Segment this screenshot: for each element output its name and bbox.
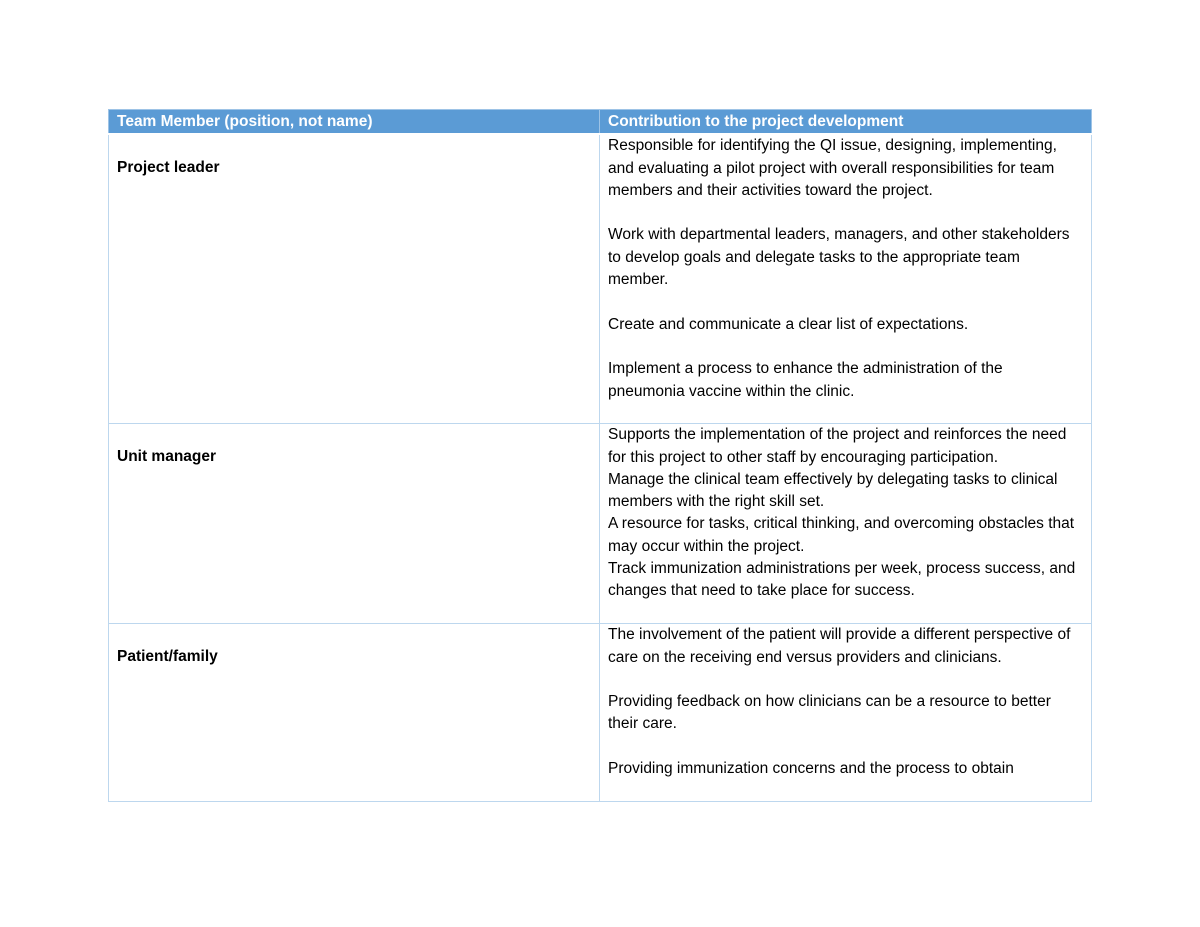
member-project-leader: Project leader: [117, 159, 220, 177]
contribution-cell: [600, 424, 1092, 624]
team-contribution-table: [108, 109, 1092, 802]
contribution-cell: [600, 134, 1092, 424]
contribution-paragraph: Supports the implementation of the project and reinforces the need for this project to other staff by encouraging participation.: [608, 426, 1067, 466]
contribution-paragraph: The involvement of the patient will provide a different perspective of care on the receiving end versus providers and clinicians.: [608, 626, 1071, 666]
table-row: [109, 424, 1092, 624]
contribution-paragraph: Responsible for identifying the QI issue, designing, implementing, and evaluating a pilot project with overall responsibilities for team members and their activities toward the project.: [608, 137, 1057, 199]
header-team-member: Team Member (position, not name): [109, 110, 600, 135]
member-unit-manager: Unit manager: [117, 448, 217, 466]
contribution-paragraph: Providing immunization concerns and the process to obtain: [608, 760, 1014, 778]
contribution-paragraph: Track immunization administrations per week, process success, and changes that need to take place for success.: [608, 560, 1076, 600]
member-cell: [109, 134, 600, 424]
header-contribution: Contribution to the project development: [600, 110, 1092, 135]
member-patient-family: Patient/family: [117, 648, 218, 666]
contribution-paragraph: Providing feedback on how clinicians can be a resource to better their care.: [608, 693, 1051, 733]
contribution-paragraph: A resource for tasks, critical thinking, and overcoming obstacles that may occur within the project.: [608, 515, 1075, 555]
contribution-cell: [600, 624, 1092, 802]
member-cell: [109, 424, 600, 624]
table-header-row: [109, 110, 1092, 135]
contribution-paragraph: Work with departmental leaders, managers, and other stakeholders to develop goals and delegate tasks to the appropriate team member.: [608, 226, 1070, 289]
member-cell: [109, 624, 600, 802]
contribution-paragraph: Manage the clinical team effectively by delegating tasks to clinical members with the right skill set.: [608, 470, 1058, 511]
table-row: [109, 624, 1092, 802]
table-row: [109, 134, 1092, 424]
contribution-paragraph: Implement a process to enhance the administration of the pneumonia vaccine within the clinic.: [608, 360, 1003, 400]
contribution-paragraph: Create and communicate a clear list of expectations.: [608, 315, 969, 333]
contribution-clip: [608, 624, 1083, 780]
